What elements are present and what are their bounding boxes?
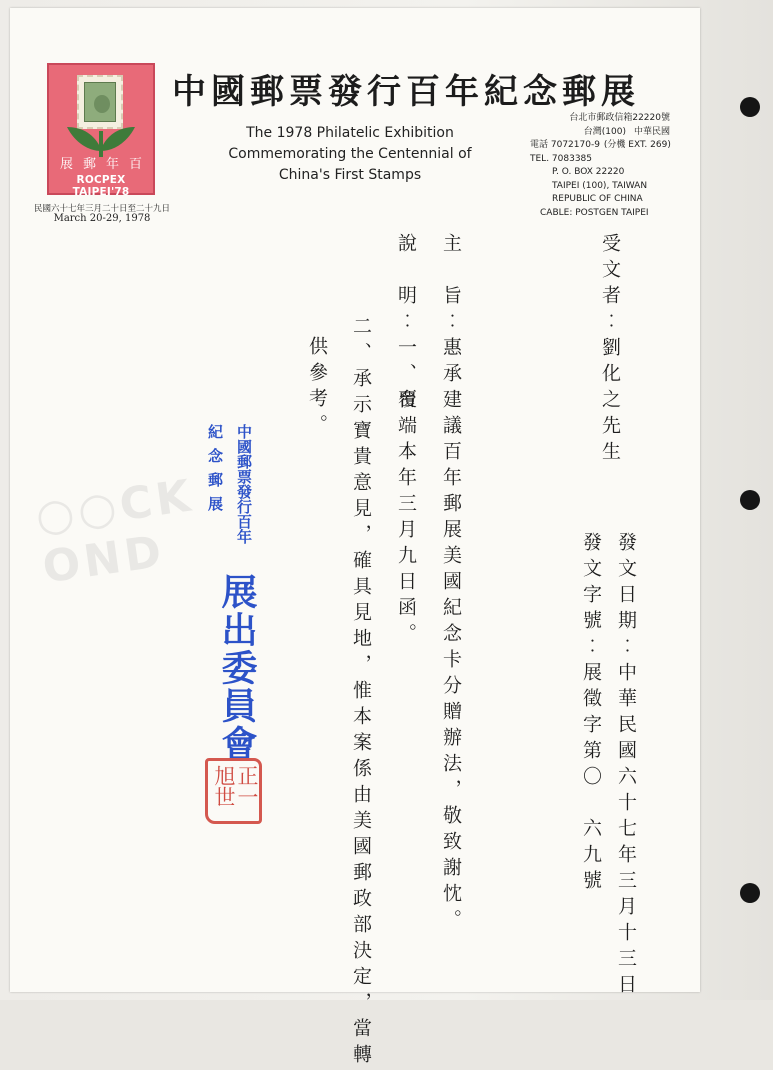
recipient-line: 受文者︰劉化之先生 [599, 233, 621, 467]
explanation-item-1: 台端本年三月九日函。 [395, 389, 417, 649]
exhibition-dates-zh: 民國六十七年三月二十日至二十九日 [33, 204, 170, 214]
red-seal-chars: 正一旭世 [212, 765, 259, 807]
address-block: 台北市郵政信箱22220號 台灣(100) 中華民國 電話 7072170-9 (分機 EXT. 269) TEL. 7083385 P. O. BOX 22220 TAIPEI (100), TAIWAN REPUBLIC OF CHINA CABLE: POSTGEN TAIPEI [530, 113, 671, 218]
committee-stamp-large: 展出委員會 [216, 573, 257, 763]
exhibition-dates-en: March 20-29, 1978 [53, 213, 151, 224]
letterhead-title-zh: 中國郵票發行百年紀念郵展 [172, 72, 640, 112]
committee-stamp-small-col1: 中國郵票發行百年 [235, 424, 253, 544]
issue-number-line: 發文字號︰展徵字第〇 六九號 [580, 532, 602, 896]
binder-hole-top [740, 97, 760, 117]
red-seal [205, 758, 262, 824]
binder-hole-middle [740, 490, 760, 510]
issue-date-line: 發文日期︰中華民國六十七年三月十三日 [615, 532, 637, 1000]
explanation-item-2-continued: 供參考。 [306, 336, 328, 440]
explanation-item-2: 二、承示寶貴意見，確具見地，惟本案係由美國郵政部決定，當轉 [350, 316, 372, 1070]
letterhead-title-en: The 1978 Philatelic Exhibition Commemorating the Centennial of China's First Stamps [228, 125, 472, 183]
rocpex-logo [47, 63, 155, 198]
binder-hole-bottom [740, 883, 760, 903]
faint-watermark: ○○CK OND [32, 470, 198, 594]
explanation-heading: 說 明︰一、覆 [395, 233, 417, 415]
logo-chinese-chars: 展 郵 年 百 [59, 157, 142, 172]
logo-name: ROCPEX TAIPEI'78 [72, 174, 130, 198]
subject-line: 主 旨︰惠承建議百年郵展美國紀念卡分贈辦法，敬致謝忱。 [440, 233, 462, 935]
committee-stamp-small-col2: 紀 念 郵 展 [206, 424, 224, 508]
